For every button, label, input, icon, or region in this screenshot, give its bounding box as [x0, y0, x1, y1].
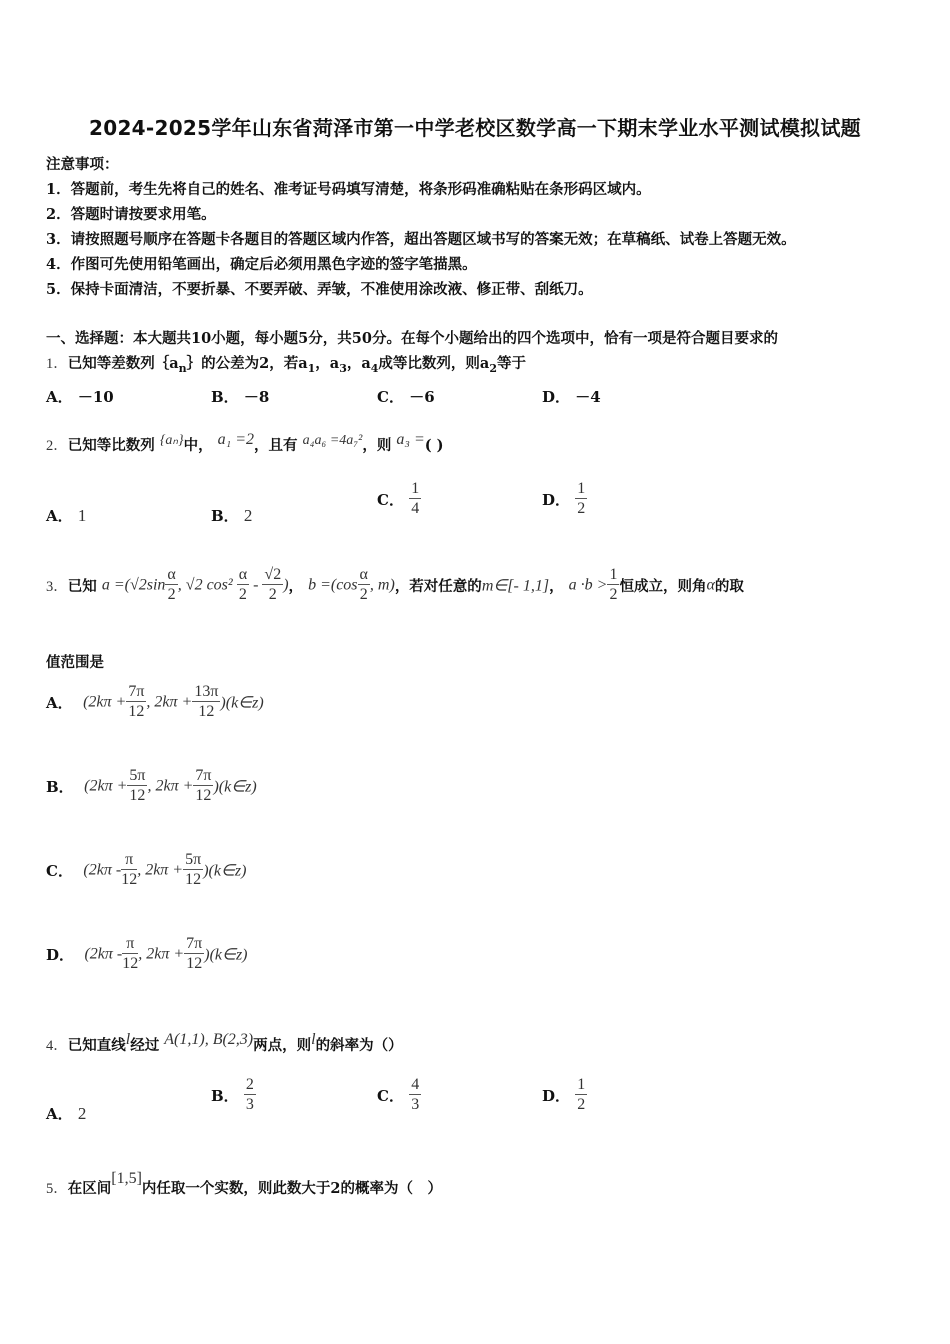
question-number: 2． — [46, 438, 68, 454]
ask-expr: a₃ = — [396, 431, 425, 448]
points-expr: A(1,1), B(2,3) — [164, 1031, 254, 1048]
option-d[interactable]: D． －4 — [542, 388, 601, 406]
option-b[interactable]: B． $\frac{2}{3}$ — [211, 1076, 254, 1113]
dot-product: a ·b > — [568, 576, 608, 594]
option-c[interactable]: C． $\frac{4}{3}$ — [377, 1076, 420, 1113]
question-3: 3．已知 a =(√2sin $\frac{\alpha}{2}$ , √2 cos² $\frac{\alpha}{2}$ - $\frac{√2}{2}$ )， b =(cos $\frac{\alpha}{2}$ , m)，若对任意的m∈[- 1,1]， a ·b > $\frac{1}{2}$ 恒成立，则角α的取 — [46, 566, 744, 603]
option-d[interactable]: D． (2kπ - $\frac{\pi}{12}$ , 2kπ + $\frac{7\pi}{12}$ )(k∈z) — [46, 935, 248, 972]
sequence-expr: {aₙ} — [159, 433, 184, 448]
option-d[interactable]: D． $\frac{1}{2}$ — [542, 1076, 586, 1113]
option-a[interactable]: A． －10 — [46, 388, 114, 406]
notice-heading: 注意事项： — [46, 156, 119, 173]
page-title: 2024-2025学年山东省菏泽市第一中学老校区数学高一下期末学业水平测试模拟试题 — [89, 116, 861, 140]
question-3-continued: 值范围是 — [46, 654, 104, 671]
question-5: 5．在区间[1,5]内任取一个实数，则此数大于2的概率为（ ） — [46, 1170, 442, 1197]
notice-item: 3．请按照题号顺序在答题卡各题目的答题区域内作答，超出答题区域书写的答案无效；在草稿纸、试卷上答题无效。 — [46, 231, 796, 248]
option-c[interactable]: C． $\frac{1}{4}$ — [377, 480, 420, 517]
section-heading: 一、选择题：本大题共10小题，每小题5分，共50分。在每个小题给出的四个选项中，恰有一项是符合题目要求的 — [46, 330, 778, 347]
question-2: 2．已知等比数列 {aₙ}中， a₁ =2，且有 a₄a₆ =4a₇²，则 a₃ =( ) — [46, 431, 444, 454]
option-c[interactable]: C． －6 — [377, 388, 435, 406]
question-4: 4．已知直线l经过 A(1,1), B(2,3)两点，则l的斜率为（） — [46, 1031, 403, 1054]
option-b[interactable]: B． －8 — [211, 388, 270, 406]
option-c[interactable]: C． (2kπ - $\frac{\pi}{12}$ , 2kπ + $\frac{5\pi}{12}$ )(k∈z) — [46, 851, 247, 888]
notice-item: 4．作图可先使用铅笔画出，确定后必须用黑色字迹的签字笔描黑。 — [46, 256, 477, 273]
option-b[interactable]: B． 2 — [211, 506, 253, 525]
notice-item: 5．保持卡面清洁，不要折暴、不要弄破、弄皱，不准使用涂改液、修正带、刮纸刀。 — [46, 281, 593, 298]
vector-b: b =(cos — [308, 576, 358, 594]
question-1: 1．已知等差数列$\{a_n\}$的公差为2，若$a_1$，$a_3$，$a_4$成等比数列，则$a_2$等于 — [46, 355, 526, 375]
question-number: 1． — [46, 356, 68, 372]
option-a[interactable]: A． (2kπ + $\frac{7\pi}{12}$ , 2kπ + $\frac{13\pi}{12}$ )(k∈z) — [46, 683, 264, 720]
option-a[interactable]: A． 1 — [46, 506, 87, 525]
option-d[interactable]: D． $\frac{1}{2}$ — [542, 480, 586, 517]
option-b[interactable]: B． (2kπ + $\frac{5\pi}{12}$ , 2kπ + $\frac{7\pi}{12}$ )(k∈z) — [46, 767, 257, 804]
vector-a: a =(√2sin — [101, 576, 166, 594]
notice-item: 1．答题前，考生先将自己的姓名、准考证号码填写清楚，将条形码准确粘贴在条形码区域内。 — [46, 181, 651, 198]
condition-1: a₁ =2 — [217, 431, 255, 448]
option-a[interactable]: A． 2 — [46, 1104, 87, 1123]
notice-item: 2．答题时请按要求用笔。 — [46, 206, 216, 223]
condition-2: a₄a₆ =4a₇² — [302, 433, 363, 448]
interval-expr: [1,5] — [111, 1170, 142, 1187]
